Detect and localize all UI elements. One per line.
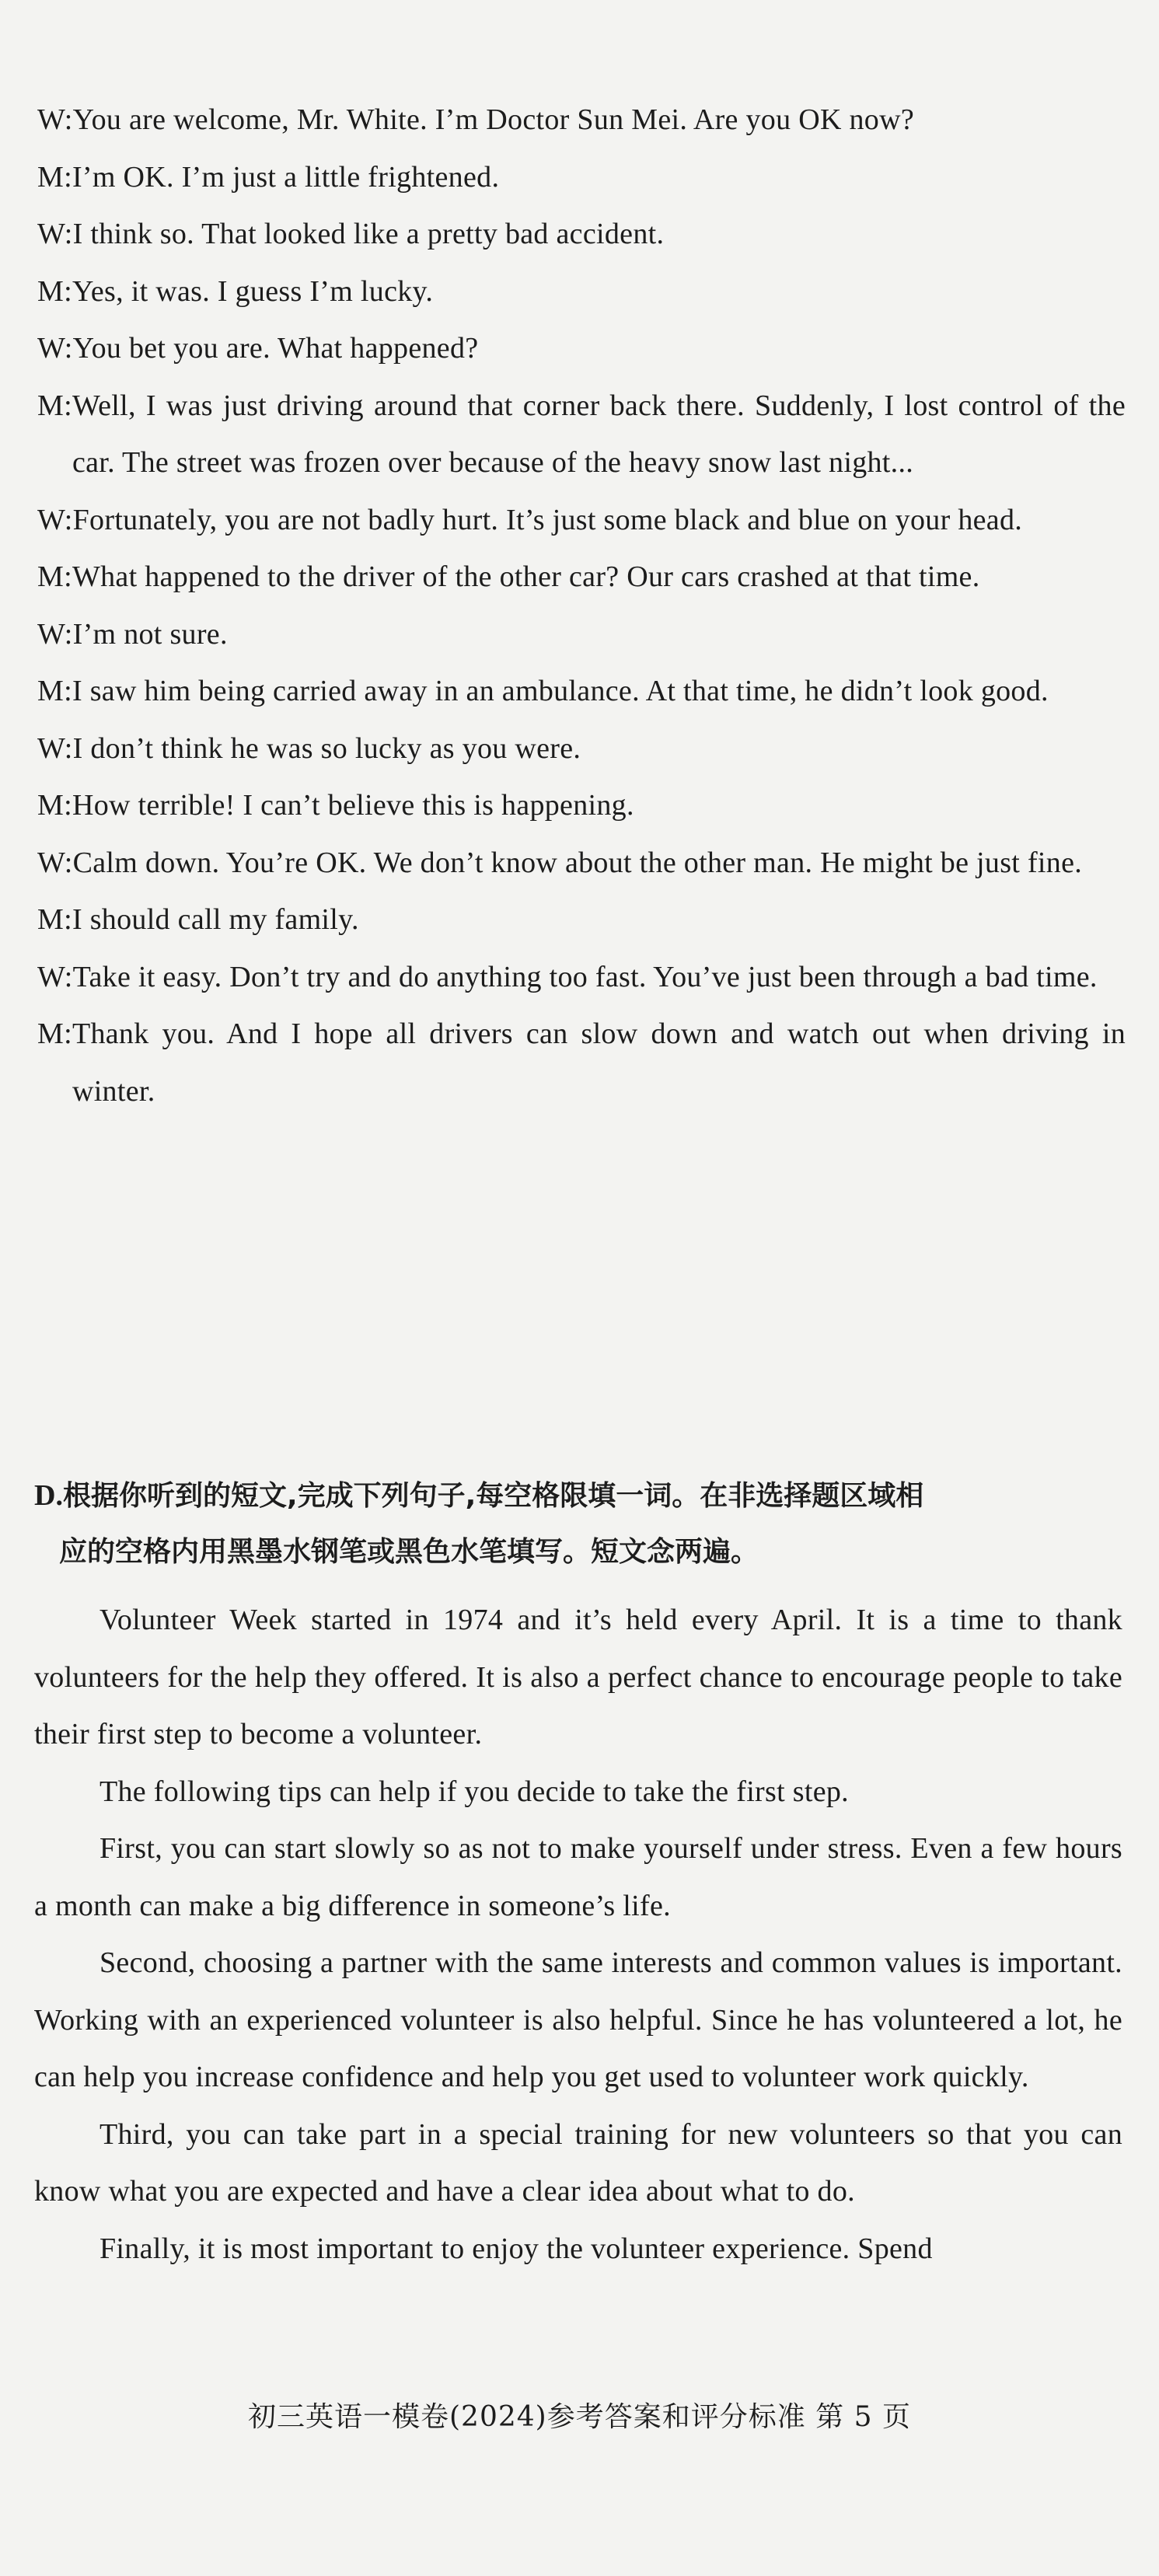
dialogue-line [37,492,1126,550]
listening-dialogue [37,92,1126,1120]
dialogue-line [37,663,1126,721]
section-d-line-2: 应的空格内用黑墨水钢笔或黑色水笔填写。短文念两遍。 [59,1536,759,1568]
passage-paragraph: Finally, it is most important to enjoy the volunteer experience. Spend [99,2232,933,2265]
speaker-label: W: [37,218,73,250]
dialogue-line [37,320,1126,378]
dialogue-line [37,92,1126,149]
dialogue-text: I saw him being carried away in an ambulance. At that time, he didn’t look good. [72,675,1049,707]
speaker-label: W: [37,960,73,993]
speaker-label: W: [37,503,73,536]
dialogue-line [37,721,1126,778]
passage-paragraph: Second, choosing a partner with the same interests and common values is important. Working with an experienced volunteer is also helpful. Since he has volunteered a lot, he can help you increase confidence and help you get used to volunteer work quickly. [34,1946,1122,2093]
dialogue-line [37,378,1126,492]
dialogue-line [37,949,1126,1007]
dialogue-text: I’m not sure. [72,617,228,651]
dialogue-line [37,835,1126,892]
page-footer: 初三英语一模卷(2024)参考答案和评分标准 第 5 页 [248,2401,911,2433]
passage-paragraph: The following tips can help if you decide to take the first step. [99,1775,849,1808]
speaker-label: W: [37,846,73,879]
dialogue-text: I’m OK. I’m just a little frightened. [72,160,500,194]
passage-paragraph: Third, you can take part in a special training for new volunteers so that you can know what you are expected and have a clear idea about what to do. [34,2117,1122,2208]
dialogue-text: How terrible! I can’t believe this is happening. [72,789,634,822]
speaker-label: W: [37,103,73,136]
dialogue-text: I should call my family. [72,903,359,936]
dialogue-text: Thank you. And I hope all drivers can slow down and watch out when driving in winter. [72,1017,1126,1108]
dialogue-text: You are welcome, Mr. White. I’m Doctor Sun Mei. Are you OK now? [72,103,915,136]
dialogue-text: You bet you are. What happened? [72,332,479,365]
dialogue-line [37,264,1126,321]
speaker-label: M: [37,560,72,593]
section-label: D. [34,1479,63,1512]
dialogue-text: What happened to the driver of the other car? Our cars crashed at that time. [72,560,980,593]
dialogue-text: Fortunately, you are not badly hurt. It’s just some black and blue on your head. [72,503,1023,536]
dialogue-line [37,549,1126,606]
speaker-label: M: [37,160,72,194]
section-d-line-1 [34,1468,1122,1524]
speaker-label: M: [37,789,72,822]
instruction-text: 根据你听到的短文,完成下列句子,每空格限填一词。在非选择题区域相 [62,1480,924,1512]
dialogue-line [37,777,1126,835]
dialogue-line [37,206,1126,264]
dialogue-line [37,149,1126,207]
speaker-label: M: [37,274,72,308]
dialogue-text: I think so. That looked like a pretty bad accident. [72,218,665,250]
listening-passage [34,1592,1122,2278]
speaker-label: W: [37,332,73,365]
speaker-label: M: [37,389,72,422]
speaker-label: W: [37,731,73,765]
speaker-label: W: [37,617,73,651]
passage-paragraph: First, you can start slowly so as not to make yourself under stress. Even a few hours a month can make a big difference in someone’s life. [34,1832,1122,1922]
dialogue-text: I don’t think he was so lucky as you were. [72,731,581,765]
speaker-label: M: [37,903,72,936]
dialogue-text: Take it easy. Don’t try and do anything too fast. You’ve just been through a bad time. [72,960,1098,993]
speaker-label: M: [37,1017,72,1050]
section-d-instructions [34,1468,1122,1580]
dialogue-line [37,892,1126,949]
dialogue-line [37,1006,1126,1120]
speaker-label: M: [37,675,72,707]
dialogue-line [37,606,1126,664]
dialogue-text: Yes, it was. I guess I’m lucky. [72,274,434,308]
passage-paragraph: Volunteer Week started in 1974 and it’s held every April. It is a time to thank volunteers for the help they offered. It is also a perfect chance to encourage people to take their first step to become a volunteer. [34,1604,1122,1750]
dialogue-text: Calm down. You’re OK. We don’t know about the other man. He might be just fine. [72,846,1083,879]
dialogue-text: Well, I was just driving around that corner back there. Suddenly, I lost control of the car. The street was frozen over because of the heavy snow last night... [72,389,1126,479]
